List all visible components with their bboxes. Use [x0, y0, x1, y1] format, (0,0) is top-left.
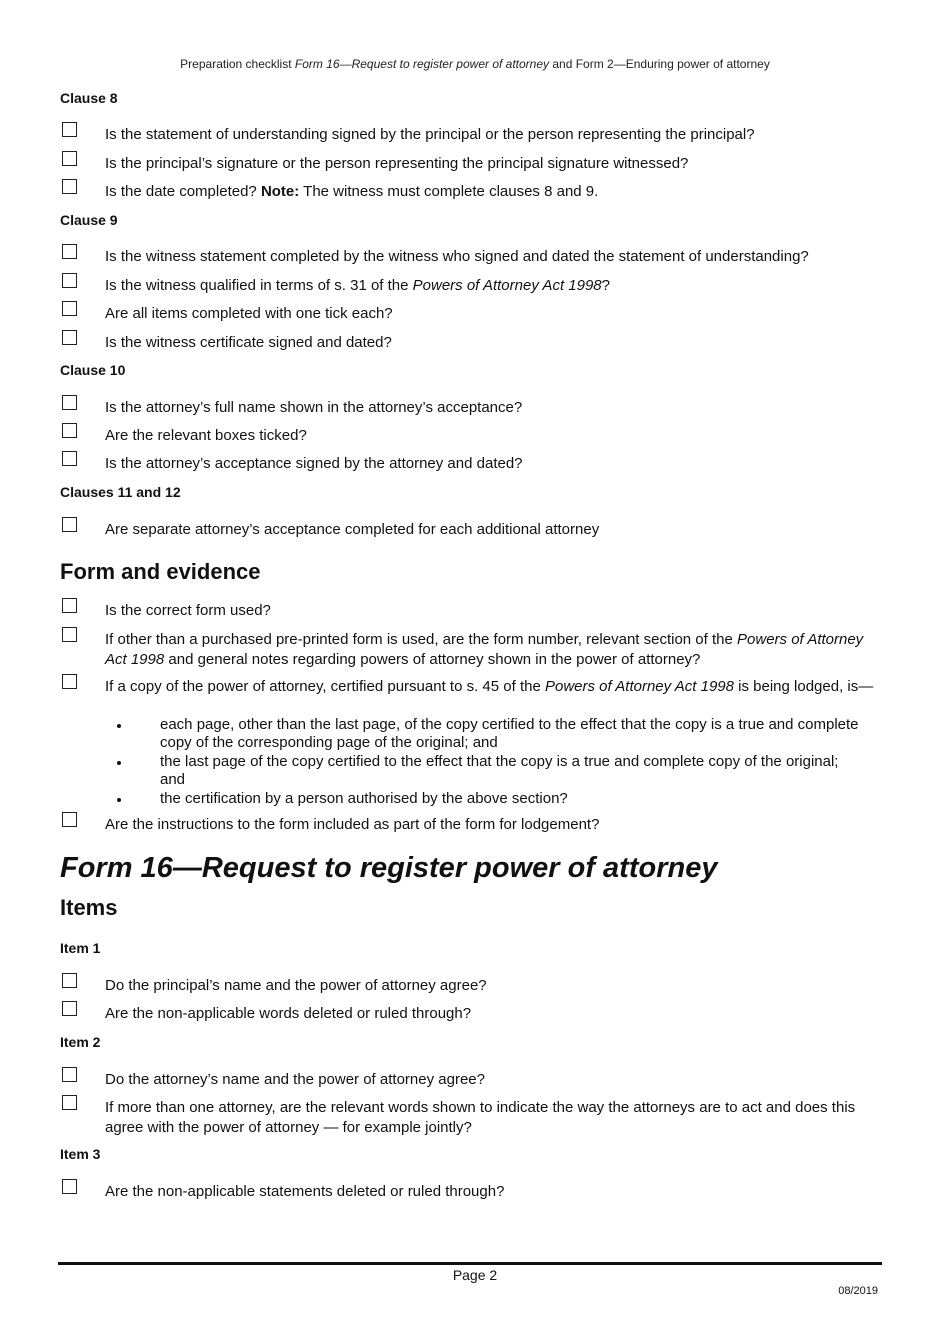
checkbox[interactable]	[62, 517, 77, 532]
item-text: ?	[601, 277, 610, 294]
item-text: and general notes regarding powers of attorney shown in the power of attorney?	[164, 651, 701, 668]
checklist-item: Do the attorney’s name and the power of attorney agree?	[105, 1071, 485, 1088]
form-16-title: Form 16—Request to register power of attorney	[60, 852, 718, 884]
item-text: The witness must complete clauses 8 and 9.	[299, 183, 599, 200]
checkbox[interactable]	[62, 674, 77, 689]
bullet-item: each page, other than the last page, of the copy certified to the effect that the copy is a true and complete copy of the corresponding page of the original; and	[160, 716, 859, 751]
checklist-item	[105, 276, 875, 295]
bullet-icon	[117, 761, 121, 765]
checklist-item: Is the correct form used?	[105, 602, 271, 619]
bullet-icon	[117, 724, 121, 728]
checkbox[interactable]	[62, 151, 77, 166]
checkbox[interactable]	[62, 122, 77, 137]
checkbox[interactable]	[62, 973, 77, 988]
checklist-item: Is the witness statement completed by the witness who signed and dated the statement of understanding?	[105, 248, 809, 265]
checklist-item	[105, 182, 875, 201]
header-form16: Form 16—Request to register power of attorney	[294, 57, 550, 71]
item-text: If a copy of the power of attorney, certified pursuant to s. 45 of the	[105, 678, 545, 695]
checklist-item: Are the instructions to the form included as part of the form for lodgement?	[105, 816, 600, 833]
checkbox[interactable]	[62, 451, 77, 466]
checklist-item	[105, 630, 875, 670]
checkbox[interactable]	[62, 1179, 77, 1194]
act-name: Powers of Attorney Act 1998	[412, 277, 602, 294]
item-text: Is the date completed?	[105, 183, 261, 200]
items-heading: Items	[60, 895, 118, 920]
bullet-item: the certification by a person authorised by the above section?	[160, 790, 568, 807]
checkbox[interactable]	[62, 395, 77, 410]
bullet-item: the last page of the copy certified to the effect that the copy is a true and complete copy of the original; and	[160, 753, 839, 788]
clause-8-heading: Clause 8	[60, 90, 118, 106]
checklist-item: If more than one attorney, are the relevant words shown to indicate the way the attorneys are to act and does this agree with the power of attorney — for example jointly?	[105, 1099, 856, 1136]
checkbox[interactable]	[62, 330, 77, 345]
item-3-heading: Item 3	[60, 1146, 101, 1162]
checklist-item: Are the non-applicable words deleted or ruled through?	[105, 1005, 472, 1022]
checklist-item: Is the statement of understanding signed by the principal or the person representing the principal?	[105, 126, 755, 143]
checklist-item: Do the principal’s name and the power of attorney agree?	[105, 977, 487, 994]
checkbox[interactable]	[62, 423, 77, 438]
checklist-item: Is the attorney’s full name shown in the attorney’s acceptance?	[105, 399, 523, 416]
checkbox[interactable]	[62, 1095, 77, 1110]
header-suffix: and Form 2—Enduring power of attorney	[549, 57, 770, 71]
clause-10-heading: Clause 10	[60, 362, 126, 378]
checkbox[interactable]	[62, 244, 77, 259]
section-heading: Form and evidence	[60, 559, 261, 584]
checklist-item: Are the relevant boxes ticked?	[105, 427, 307, 444]
bullet-icon	[117, 798, 121, 802]
checkbox[interactable]	[62, 1001, 77, 1016]
checklist-item: Is the principal’s signature or the person representing the principal signature witnessed?	[105, 155, 689, 172]
footer-rule	[58, 1262, 882, 1265]
header-prefix: Preparation checklist	[180, 57, 295, 71]
checkbox[interactable]	[62, 812, 77, 827]
page-header	[0, 57, 950, 71]
item-text: Is the witness qualified in terms of s. 31 of the	[105, 277, 413, 294]
revision-date: 08/2019	[838, 1285, 878, 1297]
act-name: Powers of Attorney Act 1998	[105, 631, 864, 668]
item-1-heading: Item 1	[60, 940, 101, 956]
checklist-item: Are separate attorney’s acceptance completed for each additional attorney	[105, 521, 600, 538]
checkbox[interactable]	[62, 627, 77, 642]
item-text: is being lodged, is—	[733, 678, 874, 695]
checkbox[interactable]	[62, 273, 77, 288]
checklist-item: Are all items completed with one tick each?	[105, 305, 393, 322]
checklist-item	[105, 677, 875, 697]
item-text: If other than a purchased pre-printed form is used, are the form number, relevant section of the	[105, 631, 738, 648]
checkbox[interactable]	[62, 301, 77, 316]
checkbox[interactable]	[62, 179, 77, 194]
checklist-item: Is the witness certificate signed and dated?	[105, 334, 392, 351]
act-name: Powers of Attorney Act 1998	[544, 678, 734, 695]
clause-9-heading: Clause 9	[60, 212, 118, 228]
checkbox[interactable]	[62, 1067, 77, 1082]
clauses-11-12-heading: Clauses 11 and 12	[60, 484, 181, 500]
checkbox[interactable]	[62, 598, 77, 613]
checklist-item: Are the non-applicable statements deleted or ruled through?	[105, 1183, 505, 1200]
item-2-heading: Item 2	[60, 1034, 101, 1050]
checklist-item: Is the attorney’s acceptance signed by the attorney and dated?	[105, 455, 523, 472]
note-label: Note:	[260, 183, 300, 200]
page-number: Page 2	[452, 1267, 498, 1283]
